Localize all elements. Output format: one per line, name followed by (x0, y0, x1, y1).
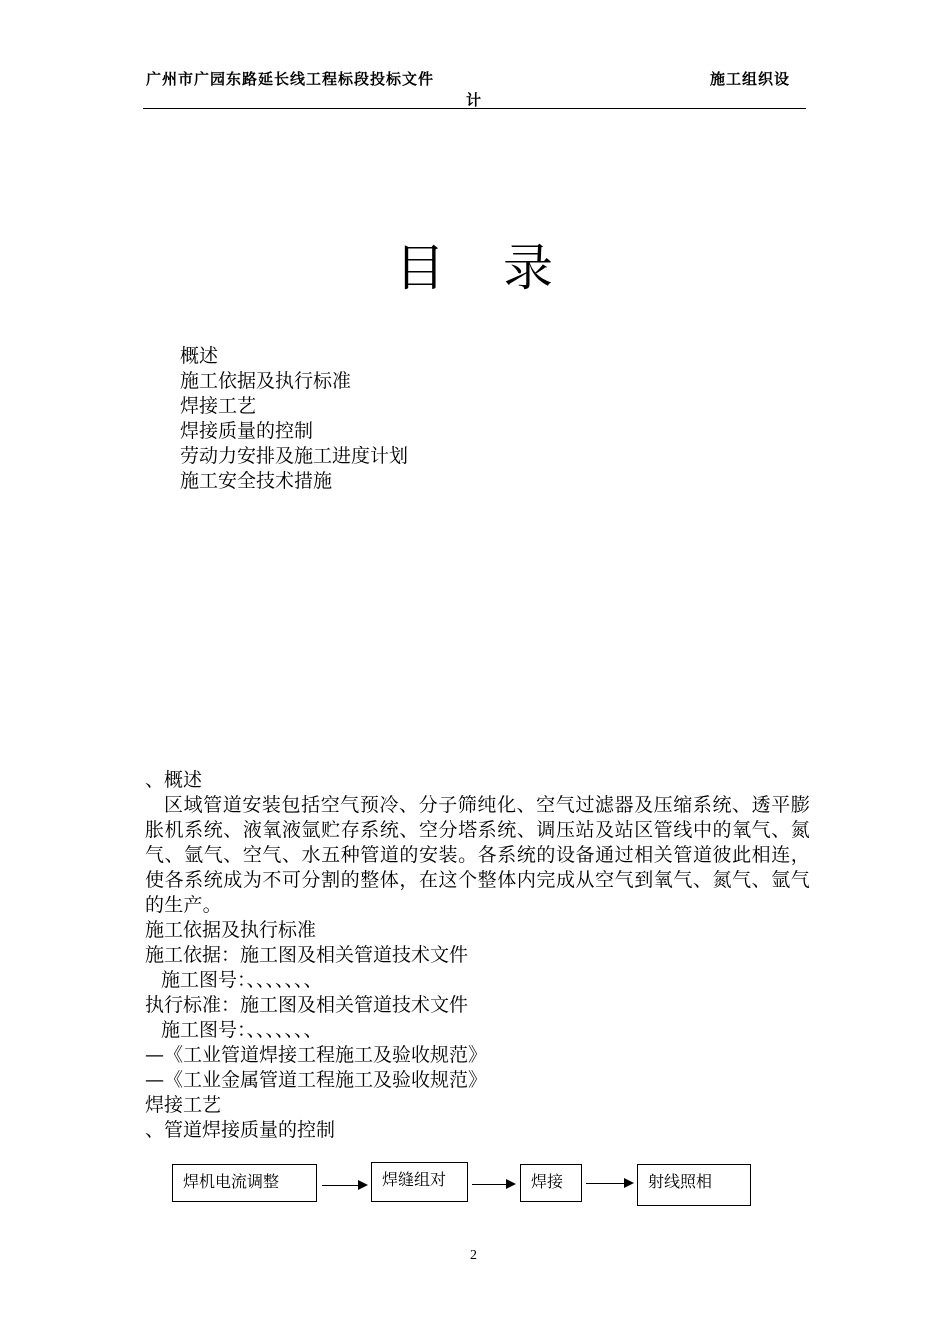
flow-step-current-adjust: 焊机电流调整 (172, 1164, 317, 1202)
flow-arrow (472, 1184, 514, 1185)
header-section-title: 施工组织设 (710, 70, 791, 88)
header-section-title-wrap: 计 (466, 91, 482, 109)
section-heading: 焊接工艺 (145, 1094, 222, 1116)
section-heading: 、管道焊接质量的控制 (145, 1119, 336, 1141)
section-heading: 施工依据及执行标准 (145, 919, 317, 941)
overview-paragraph: 区域管道安装包括空气预冷、分子筛纯化、空气过滤器及压缩系统、透平膨胀机系统、液氧液氩贮存系统、空分塔系统、调压站及站区管线中的氧气、氮气、氩气、空气、水五种管道的安装。各系统的设备通过相关管道彼此相连，使各系统成为不可分割的整体，在这个整体内完成从空气到氧气、氮气、氩气的生产。 (145, 794, 810, 916)
section-heading: 、概述 (145, 769, 203, 791)
flow-arrow (322, 1185, 366, 1186)
flow-step-fitup: 焊缝组对 (371, 1162, 468, 1202)
toc-item[interactable]: 焊接质量的控制 (180, 420, 314, 442)
standard-drawing-numbers: 施工图号：、、、、、、、 (161, 1019, 323, 1041)
toc-item[interactable]: 概述 (180, 345, 219, 367)
basis-line: 施工依据：施工图及相关管道技术文件 (145, 944, 469, 966)
header-rule (143, 108, 806, 109)
page-number: 2 (470, 1248, 477, 1263)
standard-line: 执行标准：施工图及相关管道技术文件 (145, 994, 469, 1016)
toc-item[interactable]: 施工依据及执行标准 (180, 370, 352, 392)
header-document-title: 广州市广园东路延长线工程标段投标文件 (146, 70, 435, 88)
spec-reference: —《工业管道焊接工程施工及验收规范》 (145, 1044, 488, 1066)
toc-list (180, 344, 408, 494)
flow-step-welding: 焊接 (520, 1164, 582, 1202)
flow-step-radiography: 射线照相 (637, 1164, 751, 1206)
toc-title: 目录 (395, 239, 611, 297)
flow-arrow (586, 1183, 632, 1184)
basis-drawing-numbers: 施工图号：、、、、、、、 (161, 969, 323, 991)
toc-item[interactable]: 施工安全技术措施 (180, 470, 333, 492)
spec-reference: —《工业金属管道工程施工及验收规范》 (145, 1069, 488, 1091)
document-body (145, 768, 810, 1143)
toc-item[interactable]: 焊接工艺 (180, 395, 257, 417)
toc-item[interactable]: 劳动力安排及施工进度计划 (180, 445, 409, 467)
